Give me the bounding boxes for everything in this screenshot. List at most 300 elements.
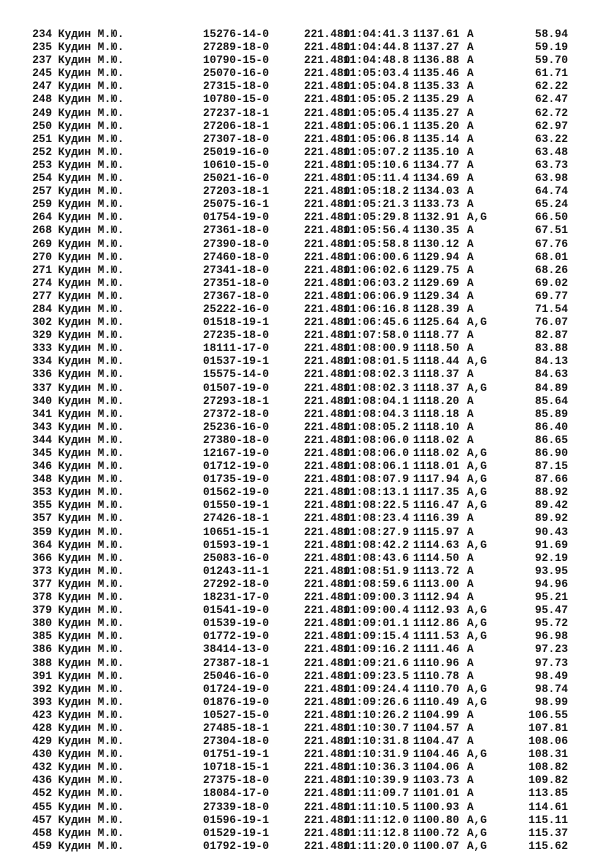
- owner-name: Кудин М.Ю.: [58, 120, 125, 133]
- arrival-time: 11:09:24.4: [343, 683, 410, 696]
- row-number: 459: [32, 840, 52, 853]
- owner-name: Кудин М.Ю.: [58, 814, 125, 827]
- arrival-time: 11:05:29.8: [343, 212, 410, 225]
- owner-name: Кудин М.Ю.: [58, 330, 125, 343]
- mode-flags: A: [467, 81, 474, 94]
- table-row: [0, 802, 600, 815]
- distance-value: 108.06: [528, 736, 568, 749]
- speed-value: 1118.02: [413, 434, 460, 447]
- row-number: 270: [32, 251, 52, 264]
- owner-name: Кудин М.Ю.: [58, 277, 125, 290]
- arrival-time: 11:06:16.8: [343, 303, 410, 316]
- speed-value: 1137.61: [413, 29, 460, 41]
- speed-value: 1100.07: [413, 840, 460, 853]
- mode-flags: A: [467, 186, 474, 199]
- mode-flags: A: [467, 775, 474, 788]
- arrival-time: 11:08:04.3: [343, 408, 410, 421]
- table-row: [0, 422, 600, 435]
- mode-flags: A,G: [467, 696, 487, 709]
- distance-value: 98.74: [534, 683, 568, 696]
- ring-code: 10610-15-0: [203, 159, 270, 172]
- arrival-time: 11:08:22.5: [343, 500, 410, 513]
- arrival-time: 11:09:21.6: [343, 657, 410, 670]
- mode-flags: A: [467, 120, 474, 133]
- speed-value: 1104.99: [413, 709, 460, 722]
- table-row: [0, 369, 600, 382]
- arrival-time: 11:08:01.5: [343, 356, 410, 369]
- owner-name: Кудин М.Ю.: [58, 225, 125, 238]
- table-row: [0, 828, 600, 841]
- speed-value: 1100.80: [413, 814, 460, 827]
- owner-name: Кудин М.Ю.: [58, 775, 125, 788]
- arrival-time: 11:11:09.7: [343, 788, 410, 801]
- row-number: 247: [32, 81, 52, 94]
- mode-flags: A: [467, 762, 474, 775]
- frequency: 221.480: [304, 618, 351, 631]
- row-number: 329: [32, 330, 52, 343]
- row-number: 341: [32, 408, 52, 421]
- row-number: 274: [32, 277, 52, 290]
- frequency: 221.480: [304, 670, 351, 683]
- arrival-time: 11:08:51.9: [343, 565, 410, 578]
- frequency: 221.480: [304, 107, 351, 120]
- mode-flags: A,G: [467, 814, 487, 827]
- arrival-time: 11:05:21.3: [343, 199, 410, 212]
- mode-flags: A: [467, 709, 474, 722]
- frequency: 221.480: [304, 29, 351, 41]
- owner-name: Кудин М.Ю.: [58, 94, 125, 107]
- row-number: 344: [32, 434, 52, 447]
- mode-flags: A: [467, 644, 474, 657]
- table-row: [0, 553, 600, 566]
- owner-name: Кудин М.Ю.: [58, 578, 125, 591]
- ring-code: 27426-18-1: [203, 513, 270, 526]
- row-number: 264: [32, 212, 52, 225]
- frequency: 221.480: [304, 290, 351, 303]
- row-number: 337: [32, 382, 52, 395]
- ring-code: 27304-18-0: [203, 736, 270, 749]
- row-number: 364: [32, 539, 52, 552]
- distance-value: 86.40: [534, 421, 568, 434]
- table-row: [0, 631, 600, 644]
- ring-code: 38414-13-0: [203, 644, 270, 657]
- mode-flags: A,G: [467, 631, 487, 644]
- results-listing: [0, 29, 600, 854]
- row-number: 386: [32, 644, 52, 657]
- table-row: [0, 225, 600, 238]
- owner-name: Кудин М.Ю.: [58, 173, 125, 186]
- distance-value: 115.37: [528, 827, 568, 840]
- row-number: 340: [32, 395, 52, 408]
- distance-value: 92.19: [534, 552, 568, 565]
- table-row: [0, 815, 600, 828]
- table-row: [0, 461, 600, 474]
- mode-flags: A: [467, 513, 474, 526]
- speed-value: 1128.39: [413, 303, 460, 316]
- speed-value: 1118.50: [413, 343, 460, 356]
- frequency: 221.480: [304, 788, 351, 801]
- mode-flags: A: [467, 395, 474, 408]
- distance-value: 67.51: [534, 225, 568, 238]
- ring-code: 27235-18-0: [203, 330, 270, 343]
- ring-code: 15575-14-0: [203, 369, 270, 382]
- owner-name: Кудин М.Ю.: [58, 487, 125, 500]
- frequency: 221.480: [304, 369, 351, 382]
- owner-name: Кудин М.Ю.: [58, 827, 125, 840]
- row-number: 250: [32, 120, 52, 133]
- distance-value: 97.23: [534, 644, 568, 657]
- owner-name: Кудин М.Ю.: [58, 670, 125, 683]
- speed-value: 1110.96: [413, 657, 460, 670]
- distance-value: 106.55: [528, 709, 568, 722]
- distance-value: 68.26: [534, 264, 568, 277]
- frequency: 221.480: [304, 592, 351, 605]
- arrival-time: 11:09:16.2: [343, 644, 410, 657]
- mode-flags: A: [467, 421, 474, 434]
- table-row: [0, 291, 600, 304]
- arrival-time: 11:10:26.2: [343, 709, 410, 722]
- ring-code: 01772-19-0: [203, 631, 270, 644]
- distance-value: 85.89: [534, 408, 568, 421]
- mode-flags: A: [467, 592, 474, 605]
- arrival-time: 11:05:06.8: [343, 133, 410, 146]
- speed-value: 1134.69: [413, 173, 460, 186]
- arrival-time: 11:07:58.0: [343, 330, 410, 343]
- mode-flags: A: [467, 736, 474, 749]
- speed-value: 1101.01: [413, 788, 460, 801]
- arrival-time: 11:08:23.4: [343, 513, 410, 526]
- row-number: 458: [32, 827, 52, 840]
- speed-value: 1104.46: [413, 749, 460, 762]
- table-row: [0, 658, 600, 671]
- owner-name: Кудин М.Ю.: [58, 801, 125, 814]
- ring-code: 27206-18-1: [203, 120, 270, 133]
- frequency: 221.480: [304, 199, 351, 212]
- speed-value: 1113.00: [413, 578, 460, 591]
- mode-flags: A: [467, 55, 474, 68]
- owner-name: Кудин М.Ю.: [58, 395, 125, 408]
- speed-value: 1130.35: [413, 225, 460, 238]
- owner-name: Кудин М.Ю.: [58, 369, 125, 382]
- frequency: 221.480: [304, 159, 351, 172]
- distance-value: 95.47: [534, 605, 568, 618]
- row-number: 252: [32, 146, 52, 159]
- arrival-time: 11:09:15.4: [343, 631, 410, 644]
- frequency: 221.480: [304, 709, 351, 722]
- row-number: 423: [32, 709, 52, 722]
- speed-value: 1118.20: [413, 395, 460, 408]
- mode-flags: A: [467, 303, 474, 316]
- mode-flags: A: [467, 552, 474, 565]
- mode-flags: A: [467, 225, 474, 238]
- arrival-time: 11:05:11.4: [343, 173, 410, 186]
- frequency: 221.480: [304, 722, 351, 735]
- arrival-time: 11:06:06.9: [343, 290, 410, 303]
- speed-value: 1134.03: [413, 186, 460, 199]
- row-number: 251: [32, 133, 52, 146]
- frequency: 221.480: [304, 68, 351, 81]
- ring-code: 27339-18-0: [203, 801, 270, 814]
- frequency: 221.480: [304, 238, 351, 251]
- arrival-time: 11:11:20.0: [343, 840, 410, 853]
- mode-flags: A,G: [467, 448, 487, 460]
- arrival-time: 11:05:10.6: [343, 159, 410, 172]
- arrival-time: 11:05:56.4: [343, 225, 410, 238]
- row-number: 268: [32, 225, 52, 238]
- owner-name: Кудин М.Ю.: [58, 736, 125, 749]
- owner-name: Кудин М.Ю.: [58, 408, 125, 421]
- frequency: 221.480: [304, 539, 351, 552]
- row-number: 343: [32, 421, 52, 434]
- owner-name: Кудин М.Ю.: [58, 696, 125, 709]
- row-number: 269: [32, 238, 52, 251]
- frequency: 221.480: [304, 408, 351, 421]
- mode-flags: A,G: [467, 356, 487, 369]
- row-number: 277: [32, 290, 52, 303]
- speed-value: 1114.63: [413, 539, 460, 552]
- frequency: 221.480: [304, 526, 351, 539]
- owner-name: Кудин М.Ю.: [58, 657, 125, 670]
- owner-name: Кудин М.Ю.: [58, 434, 125, 447]
- frequency: 221.480: [304, 487, 351, 500]
- ring-code: 01541-19-0: [203, 605, 270, 618]
- distance-value: 59.70: [534, 55, 568, 68]
- speed-value: 1125.64: [413, 317, 460, 330]
- speed-value: 1110.70: [413, 683, 460, 696]
- mode-flags: A: [467, 94, 474, 107]
- frequency: 221.480: [304, 330, 351, 343]
- mode-flags: A: [467, 526, 474, 539]
- arrival-time: 11:08:05.2: [343, 421, 410, 434]
- frequency: 221.480: [304, 565, 351, 578]
- mode-flags: A,G: [467, 317, 487, 330]
- row-number: 457: [32, 814, 52, 827]
- table-row: [0, 671, 600, 684]
- owner-name: Кудин М.Ю.: [58, 592, 125, 605]
- table-row: [0, 134, 600, 147]
- ring-code: 27289-18-0: [203, 42, 270, 55]
- ring-code: 25075-16-1: [203, 199, 270, 212]
- owner-name: Кудин М.Ю.: [58, 238, 125, 251]
- speed-value: 1136.88: [413, 55, 460, 68]
- speed-value: 1110.49: [413, 696, 460, 709]
- row-number: 432: [32, 762, 52, 775]
- mode-flags: A: [467, 657, 474, 670]
- frequency: 221.480: [304, 317, 351, 330]
- speed-value: 1117.94: [413, 474, 460, 487]
- arrival-time: 11:08:00.9: [343, 343, 410, 356]
- table-row: [0, 173, 600, 186]
- ring-code: 18111-17-0: [203, 343, 270, 356]
- row-number: 248: [32, 94, 52, 107]
- distance-value: 76.07: [534, 317, 568, 330]
- arrival-time: 11:04:44.8: [343, 42, 410, 55]
- ring-code: 27367-18-0: [203, 290, 270, 303]
- ring-code: 27390-18-0: [203, 238, 270, 251]
- frequency: 221.480: [304, 421, 351, 434]
- table-row: [0, 579, 600, 592]
- table-row: [0, 527, 600, 540]
- arrival-time: 11:10:30.7: [343, 722, 410, 735]
- speed-value: 1118.44: [413, 356, 460, 369]
- speed-value: 1118.02: [413, 448, 460, 460]
- ring-code: 01539-19-0: [203, 618, 270, 631]
- distance-value: 62.22: [534, 81, 568, 94]
- speed-value: 1111.53: [413, 631, 460, 644]
- table-row: [0, 723, 600, 736]
- arrival-time: 11:05:18.2: [343, 186, 410, 199]
- speed-value: 1104.47: [413, 736, 460, 749]
- row-number: 380: [32, 618, 52, 631]
- row-number: 357: [32, 513, 52, 526]
- row-number: 237: [32, 55, 52, 68]
- mode-flags: A: [467, 238, 474, 251]
- distance-value: 85.64: [534, 395, 568, 408]
- frequency: 221.480: [304, 186, 351, 199]
- row-number: 429: [32, 736, 52, 749]
- owner-name: Кудин М.Ю.: [58, 317, 125, 330]
- row-number: 346: [32, 461, 52, 474]
- arrival-time: 11:06:00.6: [343, 251, 410, 264]
- row-number: 253: [32, 159, 52, 172]
- speed-value: 1112.86: [413, 618, 460, 631]
- frequency: 221.480: [304, 303, 351, 316]
- arrival-time: 11:11:12.0: [343, 814, 410, 827]
- frequency: 221.480: [304, 552, 351, 565]
- mode-flags: A: [467, 408, 474, 421]
- table-row: [0, 487, 600, 500]
- frequency: 221.480: [304, 251, 351, 264]
- row-number: 348: [32, 474, 52, 487]
- owner-name: Кудин М.Ю.: [58, 618, 125, 631]
- owner-name: Кудин М.Ю.: [58, 605, 125, 618]
- row-number: 377: [32, 578, 52, 591]
- speed-value: 1135.46: [413, 68, 460, 81]
- speed-value: 1133.73: [413, 199, 460, 212]
- table-row: [0, 474, 600, 487]
- ring-code: 01243-11-1: [203, 565, 270, 578]
- frequency: 221.480: [304, 343, 351, 356]
- table-row: [0, 330, 600, 343]
- table-row: [0, 448, 600, 461]
- owner-name: Кудин М.Ю.: [58, 513, 125, 526]
- owner-name: Кудин М.Ю.: [58, 461, 125, 474]
- table-row: [0, 252, 600, 265]
- mode-flags: A: [467, 199, 474, 212]
- arrival-time: 11:06:02.6: [343, 264, 410, 277]
- table-row: [0, 160, 600, 173]
- row-number: 378: [32, 592, 52, 605]
- arrival-time: 11:08:27.9: [343, 526, 410, 539]
- row-number: 333: [32, 343, 52, 356]
- ring-code: 10790-15-0: [203, 55, 270, 68]
- distance-value: 95.21: [534, 592, 568, 605]
- owner-name: Кудин М.Ю.: [58, 448, 125, 460]
- distance-value: 62.72: [534, 107, 568, 120]
- speed-value: 1104.57: [413, 722, 460, 735]
- distance-value: 87.66: [534, 474, 568, 487]
- frequency: 221.480: [304, 173, 351, 186]
- owner-name: Кудин М.Ю.: [58, 421, 125, 434]
- arrival-time: 11:08:43.6: [343, 552, 410, 565]
- table-row: [0, 618, 600, 631]
- distance-value: 67.76: [534, 238, 568, 251]
- ring-code: 25083-16-0: [203, 552, 270, 565]
- owner-name: Кудин М.Ю.: [58, 474, 125, 487]
- mode-flags: A: [467, 670, 474, 683]
- mode-flags: A,G: [467, 618, 487, 631]
- frequency: 221.480: [304, 264, 351, 277]
- distance-value: 63.98: [534, 173, 568, 186]
- distance-value: 66.50: [534, 212, 568, 225]
- frequency: 221.480: [304, 146, 351, 159]
- owner-name: Кудин М.Ю.: [58, 107, 125, 120]
- ring-code: 27372-18-0: [203, 408, 270, 421]
- frequency: 221.480: [304, 696, 351, 709]
- ring-code: 15276-14-0: [203, 29, 270, 41]
- table-row: [0, 356, 600, 369]
- distance-value: 108.31: [528, 749, 568, 762]
- row-number: 345: [32, 448, 52, 460]
- owner-name: Кудин М.Ю.: [58, 29, 125, 41]
- table-row: [0, 108, 600, 121]
- arrival-time: 11:08:06.0: [343, 434, 410, 447]
- frequency: 221.480: [304, 356, 351, 369]
- frequency: 221.480: [304, 395, 351, 408]
- ring-code: 27380-18-0: [203, 434, 270, 447]
- ring-code: 27203-18-1: [203, 186, 270, 199]
- table-row: [0, 762, 600, 775]
- row-number: 452: [32, 788, 52, 801]
- mode-flags: A: [467, 330, 474, 343]
- arrival-time: 11:05:58.8: [343, 238, 410, 251]
- speed-value: 1130.12: [413, 238, 460, 251]
- speed-value: 1100.72: [413, 827, 460, 840]
- speed-value: 1135.20: [413, 120, 460, 133]
- ring-code: 27341-18-0: [203, 264, 270, 277]
- distance-value: 94.96: [534, 578, 568, 591]
- arrival-time: 11:05:07.2: [343, 146, 410, 159]
- speed-value: 1129.75: [413, 264, 460, 277]
- distance-value: 109.82: [528, 775, 568, 788]
- speed-value: 1116.47: [413, 500, 460, 513]
- ring-code: 01876-19-0: [203, 696, 270, 709]
- table-row: [0, 278, 600, 291]
- row-number: 254: [32, 173, 52, 186]
- frequency: 221.480: [304, 120, 351, 133]
- owner-name: Кудин М.Ю.: [58, 539, 125, 552]
- speed-value: 1135.27: [413, 107, 460, 120]
- mode-flags: A: [467, 788, 474, 801]
- owner-name: Кудин М.Ю.: [58, 749, 125, 762]
- owner-name: Кудин М.Ю.: [58, 788, 125, 801]
- ring-code: 18084-17-0: [203, 788, 270, 801]
- frequency: 221.480: [304, 578, 351, 591]
- speed-value: 1117.35: [413, 487, 460, 500]
- mode-flags: A: [467, 565, 474, 578]
- speed-value: 1135.10: [413, 146, 460, 159]
- arrival-time: 11:08:07.9: [343, 474, 410, 487]
- owner-name: Кудин М.Ю.: [58, 840, 125, 853]
- mode-flags: A: [467, 277, 474, 290]
- distance-value: 107.81: [528, 722, 568, 735]
- ring-code: 01550-19-1: [203, 500, 270, 513]
- mode-flags: A,G: [467, 605, 487, 618]
- speed-value: 1110.78: [413, 670, 460, 683]
- mode-flags: A,G: [467, 827, 487, 840]
- frequency: 221.480: [304, 277, 351, 290]
- owner-name: Кудин М.Ю.: [58, 762, 125, 775]
